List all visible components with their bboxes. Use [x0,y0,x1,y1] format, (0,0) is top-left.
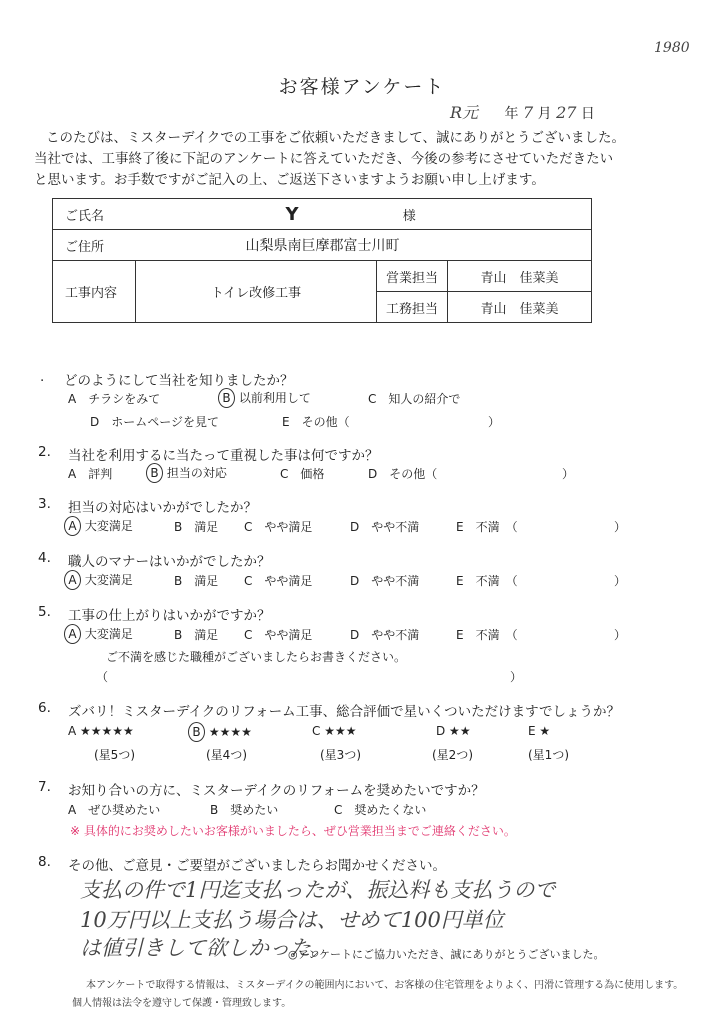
q1-option-b-label: 以前利用して [238,391,311,405]
q6-question [38,700,621,720]
q4-option-d: D やや不満 [350,574,420,588]
address-label: ご住所 [53,230,136,261]
q7-option-a: A ぜひ奨めたい [68,803,161,817]
q6-e-sub: (星1つ) [528,748,569,762]
date-month: 7 [522,103,534,122]
q6-option-b [188,722,252,742]
q5-close-paren: ） [614,628,627,642]
date-month-unit: 月 [537,106,552,122]
q6-c-sub: (星3つ) [320,748,361,762]
q8-handwriting-line-2: 10万円以上支払う場合は、せめて100円単位 [80,908,504,932]
q2-selected-circle: B [146,463,163,483]
footer-privacy-2: 個人情報は法令を遵守して保護・管理致します。 [72,998,292,1009]
q4-option-a-label: 大変満足 [84,573,133,587]
q3-option-d: D やや不満 [350,520,420,534]
works-value: 青山 佳菜美 [448,292,592,323]
q3-option-a [64,516,133,536]
intro-line-1: このたびは、ミスターデイクでの工事をご依頼いただきまして、誠にありがとうございました。 [46,130,626,146]
name-cell [136,199,592,230]
date-day: 27 [556,103,577,122]
q1-number: . [40,369,45,385]
q3-option-c: C やや満足 [244,520,313,534]
q3-close-paren: ） [614,520,627,534]
q4-selected-circle: A [64,570,81,590]
q2-option-c: C 価格 [280,467,325,481]
q6-option-a: A ★★★★★ [68,724,134,738]
q2-option-a: A 評判 [68,467,113,481]
q6-option-d: D ★★ [436,724,471,738]
q8-handwriting-line-3: は値引きして欲しかった。 [80,936,332,960]
q1-option-d: D ホームページを見て [90,415,220,429]
q5-number: 5. [38,604,51,620]
page-title: お客様アンケート [278,76,446,98]
footer-privacy-1: 本アンケートで取得する情報は、ミスターデイクの範囲内において、お客様の住宅管理をよりよく、円滑に管理する為に使用します。 [86,980,684,991]
q7-note: ※ 具体的にお奨めしたいお客様がいましたら、ぜひ営業担当までご連絡ください。 [70,824,516,838]
q2-text: 当社を利用するに当たって重視した事は何ですか？ [68,448,379,464]
corner-note: 1980 [654,40,690,56]
q4-option-a [64,570,133,590]
q6-b-sub: (星4つ) [206,748,247,762]
q2-question [38,444,379,464]
q1-option-b [218,388,311,408]
q8-text: その他、ご意見・ご要望がございましたらお聞かせください。 [68,858,446,874]
q1-close-paren: ） [488,415,501,429]
q5-option-c: C やや満足 [244,628,313,642]
q1-selected-circle: B [218,388,235,408]
q1-option-a: A チラシをみて [68,392,161,406]
address-cell [136,230,592,261]
q2-number: 2. [38,444,51,460]
address-value: 山梨県南巨摩郡富士川町 [245,238,400,254]
work-value: トイレ改修工事 [136,261,377,323]
customer-info-table [52,198,592,323]
sales-value: 青山 佳菜美 [448,261,592,292]
q6-text: ズバリ！ミスターデイクのリフォーム工事、総合評価で星いくついただけますでしょうか？ [68,704,621,720]
q5-text: 工事の仕上がりはいかがですか？ [68,608,271,624]
work-label: 工事内容 [53,261,136,323]
q2-close-paren: ） [562,467,575,481]
q5-sub-open-paren: （ [96,670,109,684]
q3-question [38,496,257,516]
q6-selected-circle: B [188,722,205,742]
q4-number: 4. [38,550,51,566]
thanks-note: ◎アンケートにご協力いただき、誠にありがとうございました。 [288,948,605,961]
q4-option-c: C やや満足 [244,574,313,588]
q8-question [38,854,446,874]
name-label: ご氏名 [53,199,136,230]
name-value: Y [285,203,299,225]
q2-option-b [146,463,227,483]
q7-option-c: C 奨めたくない [334,803,427,817]
q1-option-c: C 知人の紹介で [368,392,461,406]
q5-option-b: B 満足 [174,628,219,642]
q1-question [40,369,294,389]
q4-question [38,550,271,570]
q4-option-e: E 不満 （ [456,574,518,588]
q6-option-e: E ★ [528,724,551,738]
q6-number: 6. [38,700,51,716]
q5-option-e: E 不満 （ [456,628,518,642]
q7-question [38,779,485,799]
q5-option-d: D やや不満 [350,628,420,642]
q2-option-d: D その他（ [368,467,438,481]
intro-line-3: と思います。お手数ですがご記入の上、ご返送下さいますようお願い申し上げます。 [34,172,545,188]
q3-selected-circle: A [64,516,81,536]
q7-text: お知り合いの方に、ミスターデイクのリフォームを奨めたいですか？ [68,783,485,799]
name-suffix: 様 [402,208,416,224]
q4-option-b: B 満足 [174,574,219,588]
date-year-unit: 年 [504,106,519,122]
q5-sub-close-paren: ） [510,670,523,684]
q3-number: 3. [38,496,51,512]
intro-line-2: 当社では、工事終了後に下記のアンケートに答えていただき、今後の参考にさせていただきたい [34,151,614,167]
q4-text: 職人のマナーはいかがでしたか？ [68,554,271,570]
q7-option-b: B 奨めたい [210,803,279,817]
q6-d-sub: (星2つ) [432,748,473,762]
works-label: 工務担当 [377,292,448,323]
q2-option-b-label: 担当の対応 [166,466,227,480]
q1-option-e: E その他（ [282,415,350,429]
q5-option-a-label: 大変満足 [84,627,133,641]
q5-question [38,604,271,624]
q5-sub-text: ご不満を感じた職種がございましたらお書きください。 [106,650,407,664]
q3-option-b: B 満足 [174,520,219,534]
q7-number: 7. [38,779,51,795]
date-era: R元 [450,103,479,122]
q6-a-sub: (星5つ) [94,748,135,762]
q6-option-b-label: ★★★★ [208,725,252,739]
date-day-unit: 日 [580,106,595,122]
q8-number: 8. [38,854,51,870]
sales-label: 営業担当 [377,261,448,292]
date-line [450,100,595,123]
q1-text: どのようにして当社を知りましたか？ [64,373,294,389]
q8-handwriting-line-1: 支払の件で1円迄支払ったが、振込料も支払うので [80,878,556,902]
q3-text: 担当の対応はいかがでしたか？ [68,500,257,516]
q4-close-paren: ） [614,574,627,588]
q3-option-e: E 不満 （ [456,520,518,534]
q5-selected-circle: A [64,624,81,644]
q6-option-c: C ★★★ [312,724,357,738]
q3-option-a-label: 大変満足 [84,519,133,533]
q5-option-a [64,624,133,644]
